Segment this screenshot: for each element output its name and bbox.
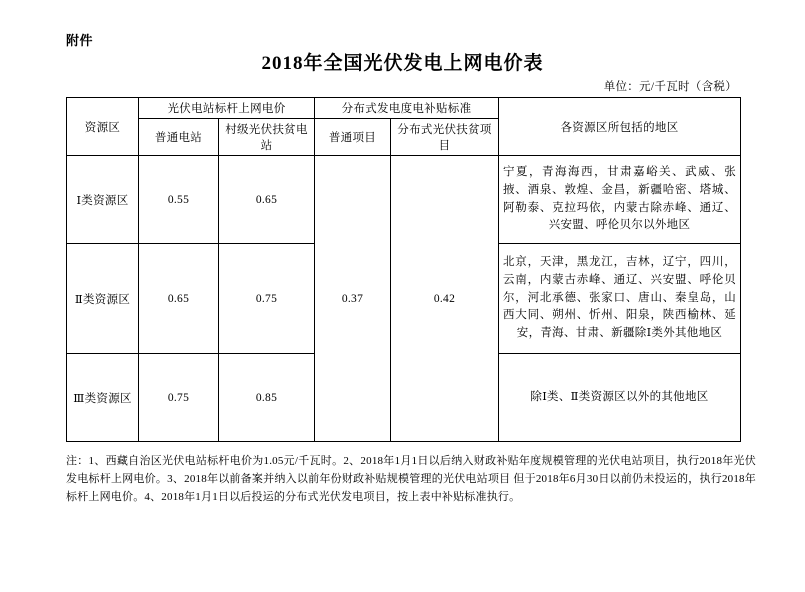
cell-village-poverty-station-price-3: 0.85: [219, 354, 315, 442]
cell-village-poverty-station-price-2: 0.75: [219, 244, 315, 354]
cell-areas-included-3: 除Ⅰ类、Ⅱ类资源区以外的其他地区: [499, 354, 741, 442]
cell-ordinary-station-price-3: 0.75: [139, 354, 219, 442]
cell-ordinary-project-subsidy: 0.37: [315, 156, 391, 442]
cell-resource-zone-1: Ⅰ类资源区: [67, 156, 139, 244]
cell-village-poverty-station-price-1: 0.65: [219, 156, 315, 244]
cell-distributed-poverty-project-subsidy: 0.42: [391, 156, 499, 442]
cell-resource-zone-3: Ⅲ类资源区: [67, 354, 139, 442]
table-row: [67, 156, 741, 244]
attachment-label: 附件: [66, 33, 94, 48]
column-header-resource-zone: 资源区: [67, 98, 139, 156]
column-header-areas-included: 各资源区所包括的地区: [499, 98, 741, 156]
cell-areas-included-2: 北京，天津，黑龙江，吉林，辽宁，四川，云南，内蒙古赤峰、通辽、兴安盟、呼伦贝尔，河北承德、张家口、唐山、秦皇岛，山西大同、朔州、忻州、阳泉，陕西榆林、延安，青海、甘肃、新疆除Ⅰ类外其他地区: [499, 244, 741, 354]
column-header-ordinary-project: 普通项目: [315, 119, 391, 156]
column-header-pv-station-group: 光伏电站标杆上网电价: [139, 98, 315, 119]
column-header-ordinary-station: 普通电站: [139, 119, 219, 156]
column-header-distributed-poverty-project: 分布式光伏扶贫项目: [391, 119, 499, 156]
table-footnote: 注：1、西藏自治区光伏电站标杆电价为1.05元/千瓦时。2、2018年1月1日以后纳入财政补贴年度规模管理的光伏电站项目，执行2018年光伏发电标杆上网电价。3、2018年以前备案并纳入以前年份财政补贴规模管理的光伏电站项目 但于2018年6月30日以前仍未投运的，执行2018年标杆上网电价。4、2018年1月1日以后投运的分布式光伏发电项目，按上表中补贴标准执行。: [66, 455, 756, 504]
unit-note: 单位：元/千瓦时（含税）: [603, 81, 737, 93]
column-header-distributed-group: 分布式发电度电补贴标准: [315, 98, 499, 119]
cell-resource-zone-2: Ⅱ类资源区: [67, 244, 139, 354]
table-header: [67, 98, 741, 156]
table-body: [67, 156, 741, 442]
cell-areas-included-1: 宁夏，青海海西，甘肃嘉峪关、武威、张掖、酒泉、敦煌、金昌，新疆哈密、塔城、阿勒泰、克拉玛依，内蒙古除赤峰、通辽、兴安盟、呼伦贝尔以外地区: [499, 156, 741, 244]
column-header-village-poverty-station: 村级光伏扶贫电站: [219, 119, 315, 156]
cell-ordinary-station-price-1: 0.55: [139, 156, 219, 244]
pv-tariff-table: [66, 97, 741, 442]
page-title: 2018年全国光伏发电上网电价表: [261, 53, 544, 74]
cell-ordinary-station-price-2: 0.65: [139, 244, 219, 354]
table-header-row-top: [67, 98, 741, 119]
